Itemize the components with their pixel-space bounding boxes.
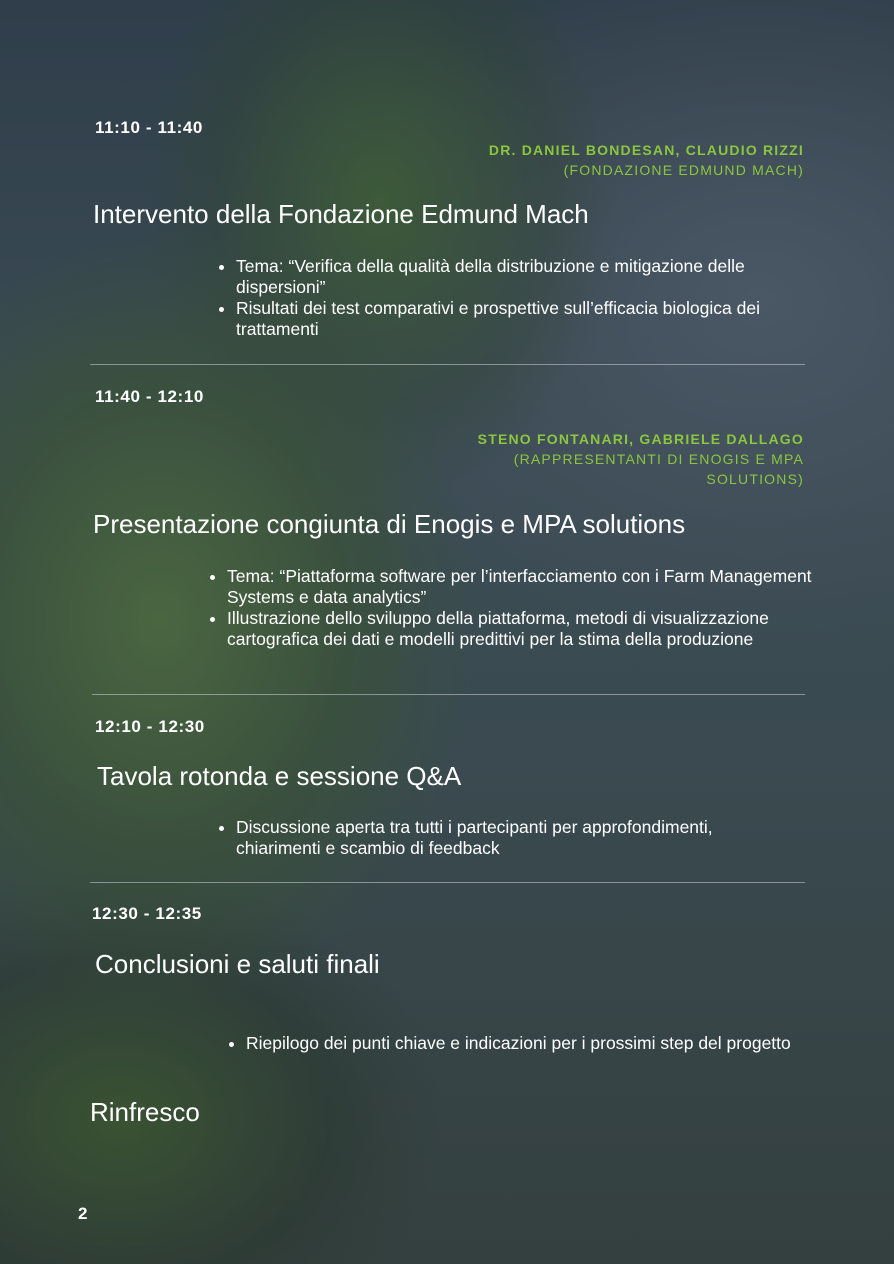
page-number: 2 xyxy=(78,1204,88,1223)
bullet-item: • Tema: “Piattaforma software per l’interfacciamento con i Farm Management Systems e data analytics” xyxy=(227,566,827,608)
section-divider xyxy=(92,694,805,695)
speaker-name: DR. DANIEL BONDESAN, CLAUDIO RIZZI xyxy=(488,142,804,158)
bullet-item: • Discussione aperta tra tutti i partecipanti per approfondimenti, chiarimenti e scambio di feedback xyxy=(236,817,796,859)
session-time: 11:10 - 11:40 xyxy=(95,118,203,137)
session-bullets xyxy=(214,817,796,859)
session-time: 11:40 - 12:10 xyxy=(95,387,204,406)
section-divider xyxy=(90,882,805,883)
session-bullets xyxy=(224,1033,806,1054)
session-bullets xyxy=(205,566,827,650)
bullet-item: • Tema: “Verifica della qualità della distribuzione e mitigazione delle dispersioni” xyxy=(236,256,816,298)
session-speaker xyxy=(489,140,804,180)
session-bullets xyxy=(214,256,816,340)
session-title: Conclusioni e saluti finali xyxy=(95,949,380,979)
speaker-affiliation: (FONDAZIONE EDMUND MACH) xyxy=(563,162,804,178)
bullet-item: • Riepilogo dei punti chiave e indicazioni per i prossimi step del progetto xyxy=(246,1033,806,1054)
session-time: 12:10 - 12:30 xyxy=(95,717,205,736)
speaker-name: STENO FONTANARI, GABRIELE DALLAGO xyxy=(477,431,804,447)
section-divider xyxy=(90,364,805,365)
speaker-affiliation: SOLUTIONS) xyxy=(706,471,804,487)
closing-title: Rinfresco xyxy=(90,1097,200,1127)
session-speaker xyxy=(478,429,804,489)
session-time: 12:30 - 12:35 xyxy=(92,904,202,923)
bullet-item: • Risultati dei test comparativi e prospettive sull’efficacia biologica dei trattamenti xyxy=(236,298,816,340)
speaker-affiliation: (RAPPRESENTANTI DI ENOGIS E MPA xyxy=(513,451,804,467)
session-title: Intervento della Fondazione Edmund Mach xyxy=(93,199,589,229)
bullet-item: • Illustrazione dello sviluppo della piattaforma, metodi di visualizzazione cartografica dei dati e modelli predittivi per la stima della produzione xyxy=(227,608,827,650)
session-title: Tavola rotonda e sessione Q&A xyxy=(97,761,462,791)
session-title: Presentazione congiunta di Enogis e MPA solutions xyxy=(93,509,686,539)
